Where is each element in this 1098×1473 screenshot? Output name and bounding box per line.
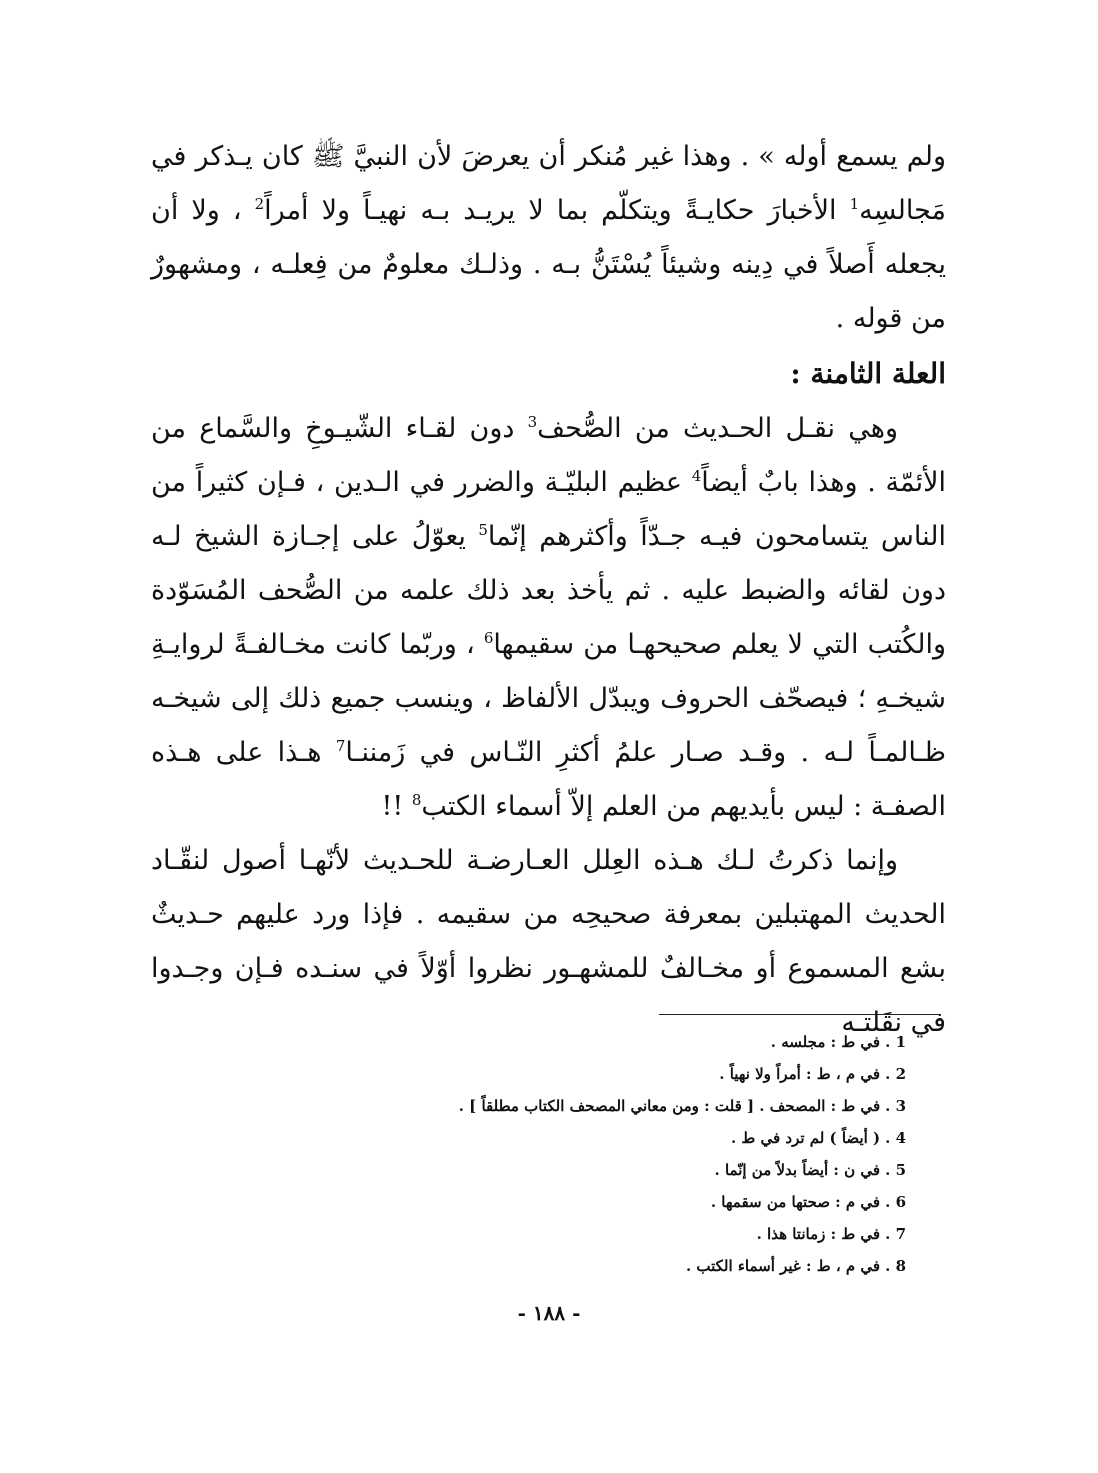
footnote-ref-3[interactable]: 3 [527, 413, 538, 431]
footnote-ref-8[interactable]: 8 [411, 791, 422, 809]
paragraph-1: ولم يسمع أوله » . وهذا غير مُنكر أن يعرضَ لأن النبيَّ ﷺ كان يـذكر في مَجالسِه$^1$ الأخبارَ حكايـةً ويتكلّم بما لا يريـد بـه نهيـاً ولا أمراً$^2$ ، ولا أن يجعله أَصلاً في دِينه وشيئاً يُسْتَنُّ بـه . وذلـك معلومٌ من فِعلـه ، ومشهورٌ من قوله . [151, 141, 947, 334]
body-text [151, 130, 946, 1050]
footnote-item: 1 .في ط : مجلسه . [770, 1033, 906, 1051]
section-heading: العلة الثامنة : [790, 357, 946, 390]
footnote-ref-5[interactable]: 5 [478, 521, 488, 539]
footnote-item: 3 .في ط : المصحف . [ قلت : ومن معاني المصحف الكتاب مطلقاً ] . [458, 1097, 906, 1115]
paragraph-3: وإنما ذكرتُ لـك هـذه العِلل العـارضـة للحـديث لأنّهـا أصول لنقّـاد الحديث المهتبلين بمعرفة صحيحِه من سقيمه . فإذا ورد عليهم حـديثٌ بشع المسموع أو مخـالفٌ للمشهـور نظروا أوّلاً في سنـده فـإن وجـدوا في نقَلتـه [151, 845, 946, 1038]
footnote-ref-6[interactable]: 6 [483, 629, 494, 647]
footnote-ref-7[interactable]: 7 [335, 737, 346, 755]
footnote-ref-2[interactable]: 2 [254, 195, 265, 213]
page-number: - ١٨٨ - [517, 1301, 581, 1325]
footnote-item: 2 .في م ، ط : أمراً ولا نهياً . [719, 1065, 906, 1083]
footnote-ref-1[interactable]: 1 [849, 195, 860, 213]
footnote-item: 4 .( أيضاً ) لم ترد في ط . [730, 1129, 906, 1147]
footnote-item: 6 .في م : صحتها من سقمها . [710, 1193, 906, 1211]
footnote-separator [659, 1014, 941, 1015]
page-content [151, 130, 946, 1050]
paragraph-2: وهي نقـل الحـديث من الصُّحف$^3$ دون لقـاء الشّيـوخِ والسَّماع من الأئمّة . وهذا بابٌ أيضاً$^4$ عظيم البليّـة والضرر في الـدين ، فـإن كثيراً من الناس يتسامحون فيـه جـدّاً وأكثرهم إنّما$^5$ يعوّلُ على إجـازة الشيخ لـه دون لقائه والضبط عليه . ثم يأخذ بعد ذلك علمه من الصُّحف المُسَوّدة والكُتب التي لا يعلم صحيحهـا من سقيمها$^6$ ، وربّما كانت مخـالفـةً لروايـةِ شيخـهِ ؛ فيصحّف الحروف ويبدّل الألفاظ ، وينسب جميع ذلك إلى شيخـه ظـالمـاً لـه . وقـد صـار علمُ أكثرِ النّـاس في زَمننـا$^7$ هـذا على هـذه الصفـة : ليس بأيديهم من العلم إلاّ أسماء الكتب$^8$ !! [151, 413, 946, 822]
footnote-item: 8 .في م ، ط : غير أسماء الكتب . [685, 1257, 906, 1275]
footnote-item: 5 .في ن : أيضاً بدلاً من إنّما . [714, 1161, 906, 1179]
footnote-ref-4[interactable]: 4 [691, 467, 702, 485]
footnote-item: 7 .في ط : زمانتا هذا . [756, 1225, 906, 1243]
footnotes-list [156, 1026, 906, 1282]
